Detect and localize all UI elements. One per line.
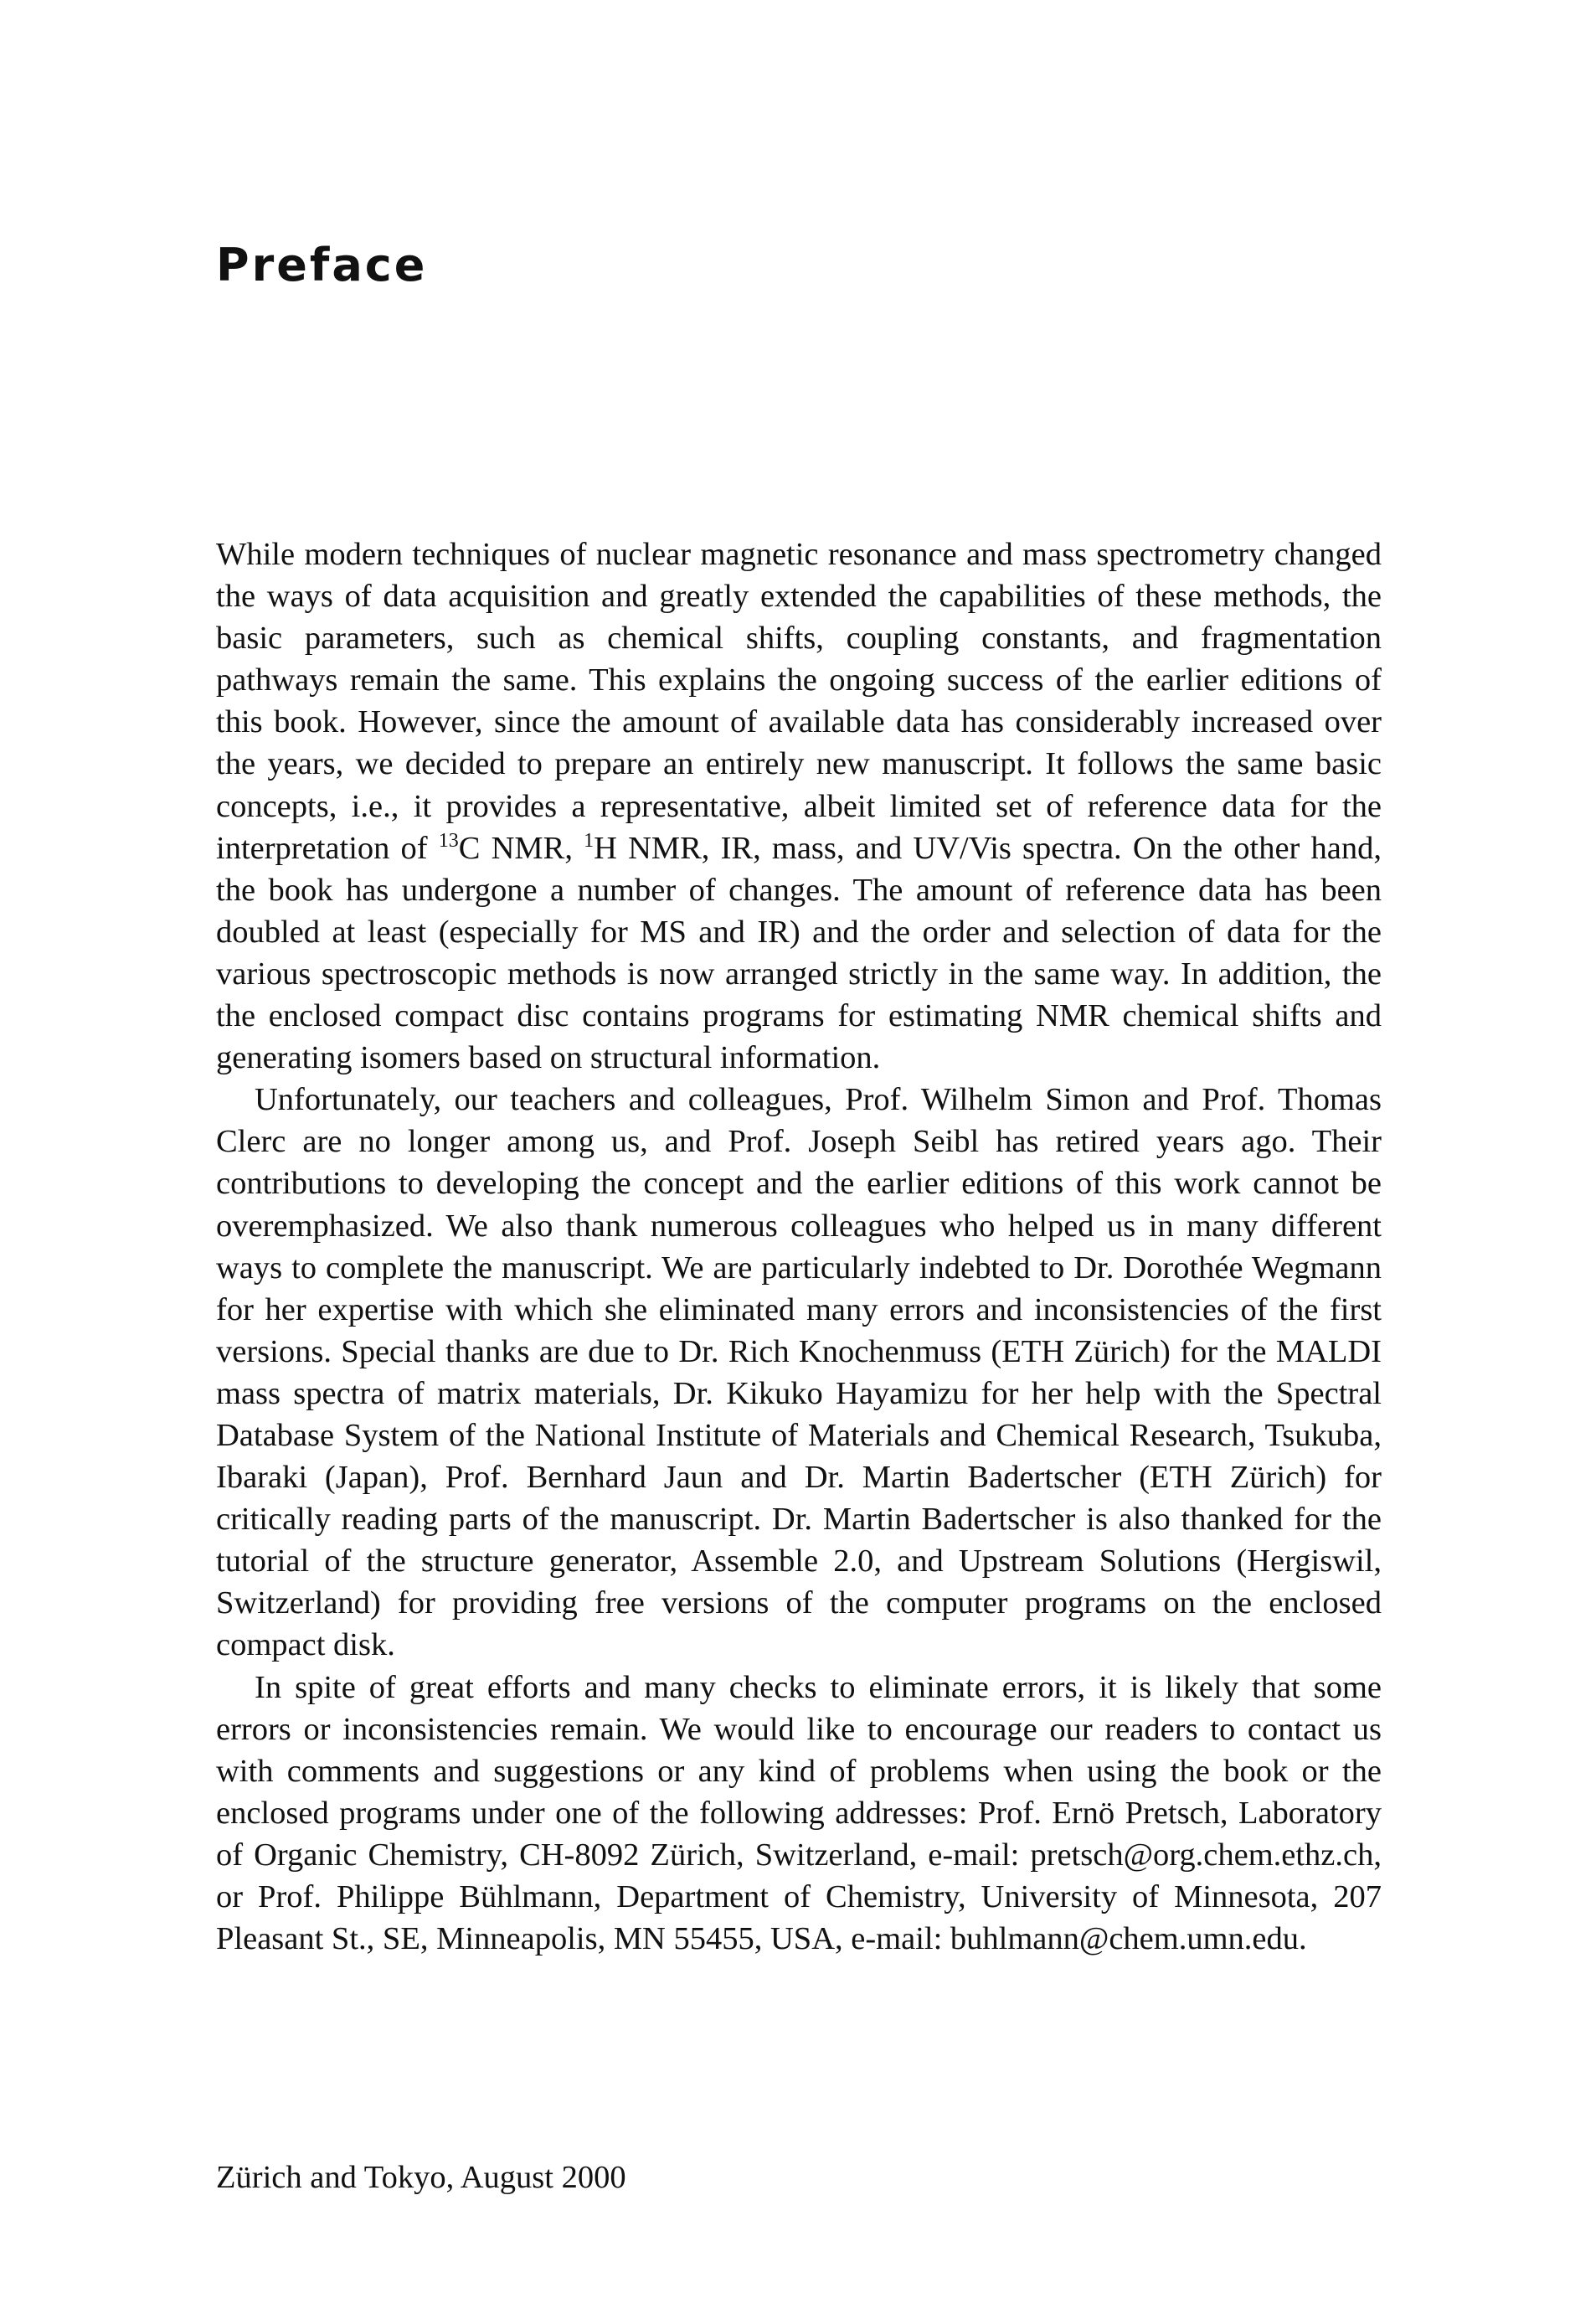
superscript-13: 13: [438, 829, 459, 852]
paragraph-1: [216, 533, 1382, 1079]
paragraph-2: Unfortunately, our teachers and colleagues, Prof. Wilhelm Simon and Prof. Thomas Clerc are no longer among us, and Prof. Joseph Seibl has retired years ago. Their contributions to developing the concept and the earlier editions of this work cannot be overemphasized. We also thank numerous colleagues who helped us in many different ways to complete the manuscript. We are particularly indebted to Dr. Dorothée Wegmann for her expertise with which she eliminated many errors and inconsistencies of the first versions. Special thanks are due to Dr. Rich Knochenmuss (ETH Zürich) for the MALDI mass spectra of matrix materials, Dr. Kikuko Hayamizu for her help with the Spectral Database System of the National Institute of Materials and Chemical Research, Tsukuba, Ibaraki (Japan), Prof. Bernhard Jaun and Dr. Martin Badertscher (ETH Zürich) for critically reading parts of the manuscript. Dr. Martin Badertscher is also thanked for the tutorial of the structure generator, Assemble 2.0, and Upstream Solutions (Hergiswil, Switzerland) for providing free versions of the computer programs on the enclosed compact disk.: [216, 1082, 1382, 1663]
page-title: Preface: [216, 239, 428, 291]
paragraph-1-text-a: While modern techniques of nuclear magnetic resonance and mass spectrometry changed the ways of data acquisition and greatly extended the capabilities of these methods, the basic parameters, such as chemical shifts, coupling constants, and fragmentation pathways remain the same. This explains the ongoing success of the earlier editions of this book. However, since the amount of available data has considerably increased over the years, we decided to prepare an entirely new manuscript. It follows the same basic concepts, i.e., it provides a representative, albeit limited set of reference data for the interpretation of: [216, 537, 1382, 866]
superscript-1: 1: [584, 829, 595, 852]
signature-line: Zürich and Tokyo, August 2000: [216, 2160, 626, 2195]
preface-body: [216, 533, 1382, 1960]
paragraph-1-text-c: H NMR, IR, mass, and UV/Vis spectra. On the other hand, the book has undergone a number of changes. The amount of reference data has been doubled at least (especially for MS and IR) and the order and selection of data for the various spectroscopic methods is now arranged strictly in the same way. In addition, the the enclosed compact disc contains programs for estimating NMR chemical shifts and generating isomers based on structural information.: [216, 830, 1382, 1076]
paragraph-1-text-b: C NMR,: [458, 830, 584, 866]
paragraph-3: In spite of great efforts and many checks to eliminate errors, it is likely that some errors or inconsistencies remain. We would like to encourage our readers to contact us with comments and suggestions or any kind of problems when using the book or the enclosed programs under one of the following addresses: Prof. Ernö Pretsch, Laboratory of Organic Chemistry, CH-8092 Zürich, Switzerland, e-mail: pretsch@org.chem.ethz.ch, or Prof. Philippe Bühlmann, Department of Chemistry, University of Minnesota, 207 Pleasant St., SE, Minneapolis, MN 55455, USA, e-mail: buhlmann@chem.umn.edu.: [216, 1669, 1382, 1957]
